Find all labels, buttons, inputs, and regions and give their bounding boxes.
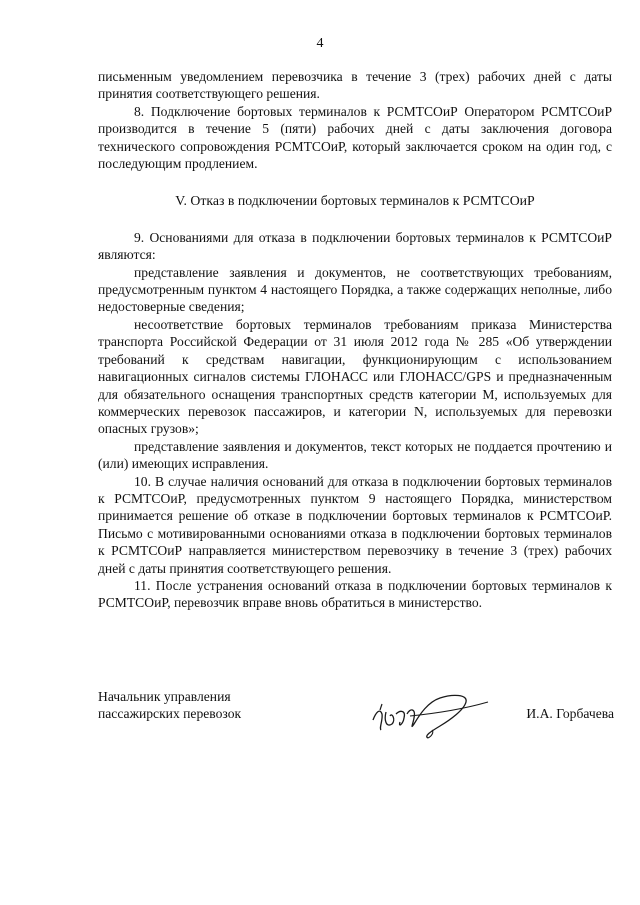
document-paragraph: 11. После устранения оснований отказа в подключении бортовых терминалов к РСМТСОиР, перевозчик вправе вновь обратиться в министерство. — [98, 577, 612, 611]
signature-block — [98, 688, 614, 758]
handwritten-signature — [370, 690, 490, 742]
document-paragraph: несоответствие бортовых терминалов требованиям приказа Министерства транспорта Российской Федерации от 31 июля 2012 года № 285 «Об утверждении требований к средствам навигации, функционирующим с использованием навигационных сигналов системы ГЛОНАСС или ГЛОНАСС/GPS и предназначенным для обязательного оснащения транспортных средств категории М, используемых для коммерческих перевозок пассажиров, и категории N, используемых для перевозки опасных грузов»; — [98, 316, 612, 437]
paragraphs-before-section — [98, 68, 612, 172]
section-heading: V. Отказ в подключении бортовых терминалов к РСМТСОиР — [175, 193, 535, 209]
document-body — [98, 68, 612, 612]
document-paragraph: представление заявления и документов, текст которых не поддается прочтению и (или) имеющих исправления. — [98, 438, 612, 472]
signatory-title — [98, 688, 338, 723]
signatory-name: И.А. Горбачева — [526, 706, 614, 721]
document-paragraph: 8. Подключение бортовых терминалов к РСМТСОиР Оператором РСМТСОиР производится в течение 5 (пяти) рабочих дней с даты заключения договора технического сопровождения РСМТСОиР, который заключается сроком на один год, с последующим продлением. — [98, 103, 612, 172]
document-paragraph: представление заявления и документов, не соответствующих требованиям, предусмотренным пунктом 4 настоящего Порядка, а также содержащих неполные, либо недостоверные сведения; — [98, 264, 612, 315]
document-paragraph: 9. Основаниями для отказа в подключении бортовых терминалов к РСМТСОиР являются: — [98, 229, 612, 263]
page-number: 4 — [316, 36, 324, 51]
signatory-title-line-2: пассажирских перевозок — [98, 706, 242, 722]
paragraphs-after-section — [98, 229, 612, 612]
document-paragraph: письменным уведомлением перевозчика в течение 3 (трех) рабочих дней с даты принятия соответствующего решения. — [98, 69, 612, 102]
signatory-title-line-1: Начальник управления — [98, 689, 231, 704]
document-paragraph: 10. В случае наличия оснований для отказа в подключении бортовых терминалов к РСМТСОиР, предусмотренных пунктом 9 настоящего Порядка, министерством принимается решение об отказе в подключении бортовых терминалов к РСМТСОиР. Письмо с мотивированными основаниями отказа в подключении бортовых терминалов к РСМТСОиР направляется министерством перевозчику в течение 3 (трех) рабочих дней с даты принятия соответствующего решения. — [98, 473, 612, 576]
